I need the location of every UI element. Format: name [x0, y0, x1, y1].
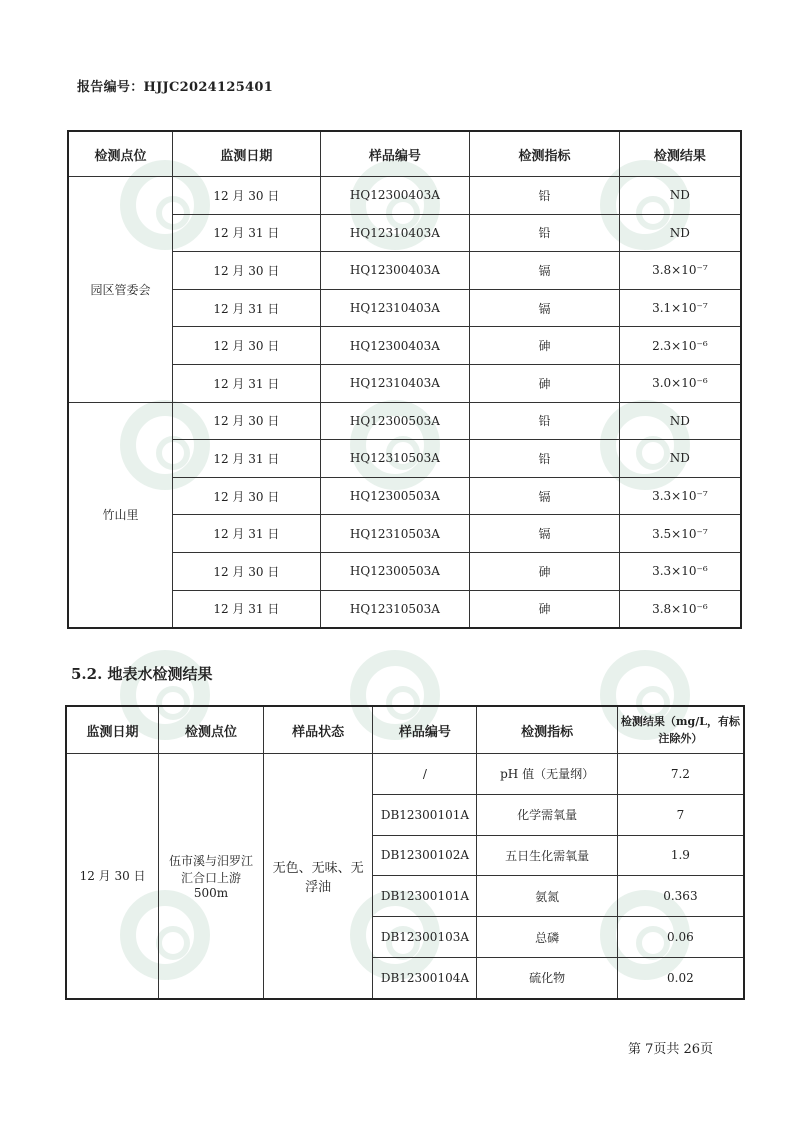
- result-cell: 0.02: [617, 957, 744, 998]
- table-row: [68, 177, 741, 215]
- soil-results-table: [67, 130, 742, 629]
- column-header: 检测指标: [470, 131, 619, 177]
- surface-water-results-table: [65, 705, 745, 1000]
- indicator-cell: 硫化物: [477, 957, 617, 998]
- result-cell: 3.5×10⁻⁷: [619, 515, 741, 553]
- result-cell: 2.3×10⁻⁶: [619, 327, 741, 365]
- table-row: [66, 754, 744, 795]
- column-header: 监测日期: [173, 131, 320, 177]
- result-cell: 3.8×10⁻⁷: [619, 252, 741, 290]
- date-cell: 12 月 31 日: [173, 364, 320, 402]
- indicator-cell: 铅: [470, 214, 619, 252]
- result-cell: ND: [619, 402, 741, 440]
- date-cell: 12 月 31 日: [173, 515, 320, 553]
- indicator-cell: 总磷: [477, 917, 617, 958]
- date-cell: 12 月 30 日: [173, 402, 320, 440]
- date-cell: 12 月 30 日: [66, 754, 159, 999]
- column-header: 检测点位: [159, 706, 264, 754]
- sample-id-cell: HQ12300403A: [320, 177, 470, 215]
- sample-id-cell: HQ12300403A: [320, 327, 470, 365]
- sample-id-cell: HQ12310403A: [320, 289, 470, 327]
- sample-id-cell: HQ12310403A: [320, 364, 470, 402]
- sample-state-cell: 无色、无味、无浮油: [263, 754, 373, 999]
- indicator-cell: 化学需氧量: [477, 794, 617, 835]
- site-cell: 竹山里: [68, 402, 173, 628]
- sample-id-cell: HQ12300503A: [320, 402, 470, 440]
- indicator-cell: 砷: [470, 552, 619, 590]
- result-cell: ND: [619, 177, 741, 215]
- column-header: 检测点位: [68, 131, 173, 177]
- date-cell: 12 月 31 日: [173, 590, 320, 628]
- indicator-cell: 铅: [470, 402, 619, 440]
- table-row: [68, 402, 741, 440]
- result-cell: 3.8×10⁻⁶: [619, 590, 741, 628]
- report-number: 报告编号：HJJC2024125401: [77, 80, 274, 95]
- sample-id-cell: HQ12310503A: [320, 440, 470, 478]
- date-cell: 12 月 31 日: [173, 440, 320, 478]
- indicator-cell: 砷: [470, 590, 619, 628]
- result-cell: 7: [617, 794, 744, 835]
- date-cell: 12 月 30 日: [173, 252, 320, 290]
- result-cell: ND: [619, 440, 741, 478]
- table-header-row: [68, 131, 741, 177]
- sample-id-cell: DB12300101A: [373, 794, 477, 835]
- indicator-cell: 氨氮: [477, 876, 617, 917]
- indicator-cell: 镉: [470, 252, 619, 290]
- indicator-cell: 五日生化需氧量: [477, 835, 617, 876]
- date-cell: 12 月 30 日: [173, 177, 320, 215]
- indicator-cell: 砷: [470, 327, 619, 365]
- sample-id-cell: HQ12300403A: [320, 252, 470, 290]
- indicator-cell: 镉: [470, 477, 619, 515]
- sample-id-cell: DB12300101A: [373, 876, 477, 917]
- date-cell: 12 月 30 日: [173, 552, 320, 590]
- table-header-row: [66, 706, 744, 754]
- result-cell: 0.363: [617, 876, 744, 917]
- date-cell: 12 月 30 日: [173, 327, 320, 365]
- result-cell: 3.1×10⁻⁷: [619, 289, 741, 327]
- page-number: 第 7页共 26页: [628, 1042, 714, 1057]
- date-cell: 12 月 31 日: [173, 289, 320, 327]
- date-cell: 12 月 30 日: [173, 477, 320, 515]
- result-cell: 1.9: [617, 835, 744, 876]
- sample-id-cell: HQ12310403A: [320, 214, 470, 252]
- result-cell: 0.06: [617, 917, 744, 958]
- sample-id-cell: DB12300104A: [373, 957, 477, 998]
- column-header: 样品状态: [263, 706, 373, 754]
- result-cell: 7.2: [617, 754, 744, 795]
- result-cell: 3.3×10⁻⁷: [619, 477, 741, 515]
- indicator-cell: 砷: [470, 364, 619, 402]
- sample-id-cell: HQ12310503A: [320, 515, 470, 553]
- indicator-cell: 镉: [470, 289, 619, 327]
- indicator-cell: 铅: [470, 440, 619, 478]
- sample-id-cell: /: [373, 754, 477, 795]
- section-title: 5.2. 地表水检测结果: [71, 665, 213, 683]
- column-header: 监测日期: [66, 706, 159, 754]
- indicator-cell: 铅: [470, 177, 619, 215]
- sample-id-cell: HQ12300503A: [320, 477, 470, 515]
- result-cell: 3.3×10⁻⁶: [619, 552, 741, 590]
- sample-id-cell: HQ12310503A: [320, 590, 470, 628]
- indicator-cell: 镉: [470, 515, 619, 553]
- column-header: 检测指标: [477, 706, 617, 754]
- sample-id-cell: DB12300102A: [373, 835, 477, 876]
- column-header: 样品编号: [320, 131, 470, 177]
- column-header: 检测结果（mg/L，有标注除外）: [617, 706, 744, 754]
- indicator-cell: pH 值（无量纲）: [477, 754, 617, 795]
- site-cell: 园区管委会: [68, 177, 173, 403]
- result-cell: ND: [619, 214, 741, 252]
- column-header: 样品编号: [373, 706, 477, 754]
- result-cell: 3.0×10⁻⁶: [619, 364, 741, 402]
- sample-id-cell: HQ12300503A: [320, 552, 470, 590]
- column-header: 检测结果: [619, 131, 741, 177]
- site-cell: 伍市溪与汨罗江汇合口上游500m: [159, 754, 264, 999]
- date-cell: 12 月 31 日: [173, 214, 320, 252]
- sample-id-cell: DB12300103A: [373, 917, 477, 958]
